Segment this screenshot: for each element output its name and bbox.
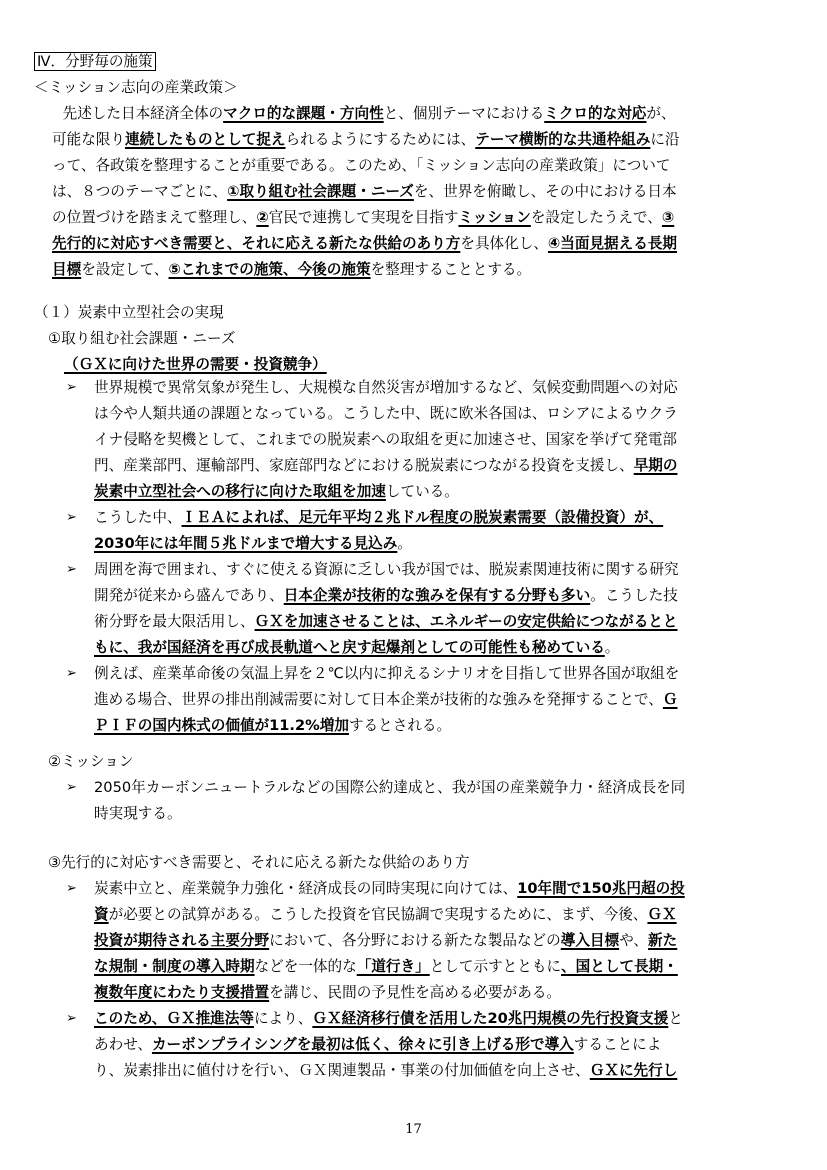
text-line — [94, 928, 677, 954]
text-line — [94, 980, 561, 1006]
body-text: イナ侵略を契機として、これまでの脱炭素への取組を更に加速させ、国家を挙げて発電部 — [94, 431, 678, 448]
emphasis-text: このため、ＧＸ推進法等 — [94, 1010, 254, 1027]
text-line — [94, 583, 678, 609]
emphasis-text: 資 — [94, 906, 109, 923]
text-line — [94, 427, 677, 453]
body-text: を具体化し、 — [460, 235, 548, 252]
emphasis-text: もに、我が国経済を再び成長軌道へと戻す起爆剤としての可能性も秘めている — [94, 639, 605, 656]
body-text: あわせ、 — [94, 1036, 152, 1053]
page-number: 17 — [405, 1122, 422, 1137]
subheading: ＜ミッション志向の産業政策＞ — [34, 79, 238, 96]
text-line — [94, 775, 685, 801]
bullet-marker: ➢ — [66, 510, 77, 525]
text-line — [94, 954, 678, 980]
body-text: を設定して、 — [81, 261, 169, 278]
body-text: 。 — [604, 639, 620, 656]
emphasis-text: カーボンプライシングを最初は低く、徐々に引き上げる形で導入 — [151, 1036, 574, 1053]
emphasis-text: ＰＩＦの国内株式の価値が11.2%増加 — [94, 717, 349, 734]
emphasis-text: ④当面見据える長期 — [547, 235, 678, 252]
emphasis-text: 複数年度にわたり支援措置 — [94, 984, 270, 1001]
text-line — [94, 453, 677, 479]
text-line — [48, 101, 676, 127]
emphasis-text: 導入目標 — [560, 932, 620, 949]
body-text: は、８つのテーマごとに、 — [52, 183, 228, 200]
text-line — [52, 127, 680, 153]
emphasis-text: 先行的に対応すべき需要と、それに応える新たな供給のあり方 — [52, 235, 461, 252]
emphasis-text: ＧＸを加速させることは、エネルギーの安定供給につながるとと — [254, 613, 678, 630]
body-text: て — [655, 157, 671, 174]
body-text: 。 — [397, 535, 412, 552]
body-text: として示すとともに — [429, 958, 562, 975]
emphasis-text: 目標 — [52, 261, 82, 278]
emphasis-text: 連続したものとして捉え — [124, 131, 286, 148]
body-text: 2050年カーボンニュートラルなどの国際公約達成と、我が国の産業競争力・経済成長を同 — [94, 779, 686, 796]
body-text: 。こうした技 — [590, 587, 678, 604]
text-line — [94, 479, 459, 505]
text-line — [94, 876, 685, 902]
section-1-1-title: ①取り組む社会課題・ニーズ — [48, 330, 236, 347]
body-text: 術分野を最大限活用し、 — [94, 613, 255, 630]
emphasis-text: 10年間で150兆円超の投 — [517, 880, 685, 897]
body-text: するとされる。 — [348, 717, 452, 734]
section-1-2-title: ②ミッション — [48, 753, 134, 770]
body-text: 世界規模で異常気象が発生し、大規模な自然災害が増加するなど、気候変動問題への対応 — [94, 379, 678, 396]
text-line — [52, 153, 671, 179]
body-text: って、各政策を整理することが重要である。このため、「ミッション志向の産業政策」につい — [52, 157, 656, 174]
body-text: り、炭素排出に値付けを行い、ＧＸ関連製品・事業の付加価値を向上させ、 — [94, 1062, 590, 1079]
emphasis-text: ①取り組む社会課題・ニーズ — [227, 183, 414, 200]
body-text: において、各分野における新たな製品などの — [269, 932, 561, 949]
text-line — [94, 1006, 683, 1032]
body-text: は今や人類共通の課題となっている。こうした中、既に欧米各国は、ロシアによるウクラ — [94, 405, 678, 422]
emphasis-text: 投資が期待される主要分野 — [94, 932, 270, 949]
body-text: を、世界を俯瞰し、その中における日本 — [413, 183, 677, 200]
body-text: などを一体的な — [254, 958, 357, 975]
text-line — [94, 557, 679, 583]
section-1-title: （１）炭素中立型社会の実現 — [34, 304, 224, 321]
emphasis-text: ＩＥＡによれば、足元年平均２兆ドル程度の脱炭素需要（設備投資）が、 — [181, 509, 664, 526]
text-line — [52, 179, 677, 205]
section-heading — [34, 49, 156, 75]
section-1-1-subtitle: （ＧＸに向けた世界の需要・投資競争） — [64, 356, 327, 373]
bullet-marker: ➢ — [66, 881, 77, 896]
body-text: を設定したうえで、 — [530, 209, 662, 226]
body-text: に沿 — [650, 131, 680, 148]
section-1-3-title: ③先行的に対応すべき需要と、それに応える新たな供給のあり方 — [48, 854, 470, 871]
emphasis-text: 早期の — [633, 457, 678, 474]
emphasis-text: ＧＸに先行し — [589, 1062, 678, 1079]
text-line — [94, 401, 678, 427]
body-text: 時実現する。 — [94, 805, 182, 822]
text-line — [52, 257, 531, 283]
body-text: 周囲を海で囲まれ、すぐに使える資源に乏しい我が国では、脱炭素関連技術に関する研究 — [94, 561, 679, 578]
body-text: により、 — [253, 1010, 313, 1027]
body-text: を整理することとする。 — [370, 261, 532, 278]
emphasis-text: テーマ横断的な共通枠組み — [475, 131, 651, 148]
body-text: 例えば、産業革命後の気温上昇を２℃以内に抑えるシナリオを目指して世界各国が取組を — [94, 665, 680, 682]
emphasis-text: 「道行き」 — [356, 958, 430, 975]
body-text: 炭素中立と、産業競争力強化・経済成長の同時実現に向けては、 — [94, 880, 518, 897]
body-text: 門、産業部門、運輸部門、家庭部門などにおける脱炭素につながる投資を支援し、 — [94, 457, 634, 474]
text-line — [94, 801, 182, 827]
emphasis-text: ミクロ的な対応 — [544, 105, 647, 122]
text-line — [94, 1058, 677, 1084]
text-line — [94, 661, 679, 687]
body-text: 可能な限り — [52, 131, 125, 148]
text-line — [94, 687, 677, 713]
body-text: られるようにするためには、 — [285, 131, 476, 148]
section-heading-text: Ⅳ．分野毎の施策 — [34, 52, 156, 71]
text-line — [94, 1032, 661, 1058]
text-line — [94, 713, 451, 739]
bullet-marker: ➢ — [66, 1011, 77, 1026]
emphasis-text: 炭素中立型社会への移行に向けた取組を加速 — [94, 483, 386, 500]
bullet-marker: ➢ — [66, 780, 77, 795]
emphasis-text: な規制・制度の導入時期 — [94, 958, 255, 975]
emphasis-text: ＧＸ — [647, 906, 677, 923]
bullet-marker: ➢ — [66, 562, 77, 577]
body-text: が、 — [646, 105, 676, 122]
body-text: 進める場合、世界の排出削減需要に対して日本企業が技術的な強みを発揮することで、 — [94, 691, 663, 708]
body-text: や、 — [619, 932, 649, 949]
emphasis-text: ③ — [661, 209, 675, 226]
text-line — [94, 531, 412, 557]
emphasis-text: 2030年には年間５兆ドルまで増大する見込み — [94, 535, 398, 552]
body-text: 先述した日本経済全体の — [48, 105, 224, 122]
text-line — [52, 231, 677, 257]
emphasis-text: Ｇ — [662, 691, 678, 708]
emphasis-text: 新た — [648, 932, 678, 949]
emphasis-text: ② — [256, 209, 269, 226]
text-line — [94, 609, 677, 635]
body-text: 開発が従来から盛んであり、 — [94, 587, 284, 604]
body-text: と — [668, 1010, 683, 1027]
emphasis-text: ＧＸ経済移行債を活用した20兆円規模の先行投資支援 — [312, 1010, 669, 1027]
bullet-marker: ➢ — [66, 380, 77, 395]
emphasis-text: 日本企業が技術的な強みを保有する分野も多い — [283, 587, 591, 604]
bullet-marker: ➢ — [66, 666, 77, 681]
body-text: している。 — [385, 483, 459, 500]
text-line — [94, 375, 678, 401]
emphasis-text: マクロ的な課題・方向性 — [223, 105, 384, 122]
emphasis-text: ⑤これまでの施策、今後の施策 — [168, 261, 371, 278]
body-text: することによ — [573, 1036, 662, 1053]
body-text: が必要との試算がある。こうした投資を官民協調で実現するために、まず、今後、 — [108, 906, 648, 923]
body-text: を講じ、民間の予見性を高める必要がある。 — [269, 984, 562, 1001]
emphasis-text: 、国として長期・ — [561, 958, 678, 975]
body-text: 官民で連携して実現を目指す — [268, 209, 459, 226]
text-line — [94, 902, 677, 928]
body-text: と、個別テーマにおける — [383, 105, 545, 122]
text-line — [94, 505, 663, 531]
text-line — [94, 635, 619, 661]
emphasis-text: ミッション — [458, 209, 531, 226]
body-text: の位置づけを踏まえて整理し、 — [52, 209, 257, 226]
text-line — [52, 205, 674, 231]
body-text: こうした中、 — [94, 509, 182, 526]
